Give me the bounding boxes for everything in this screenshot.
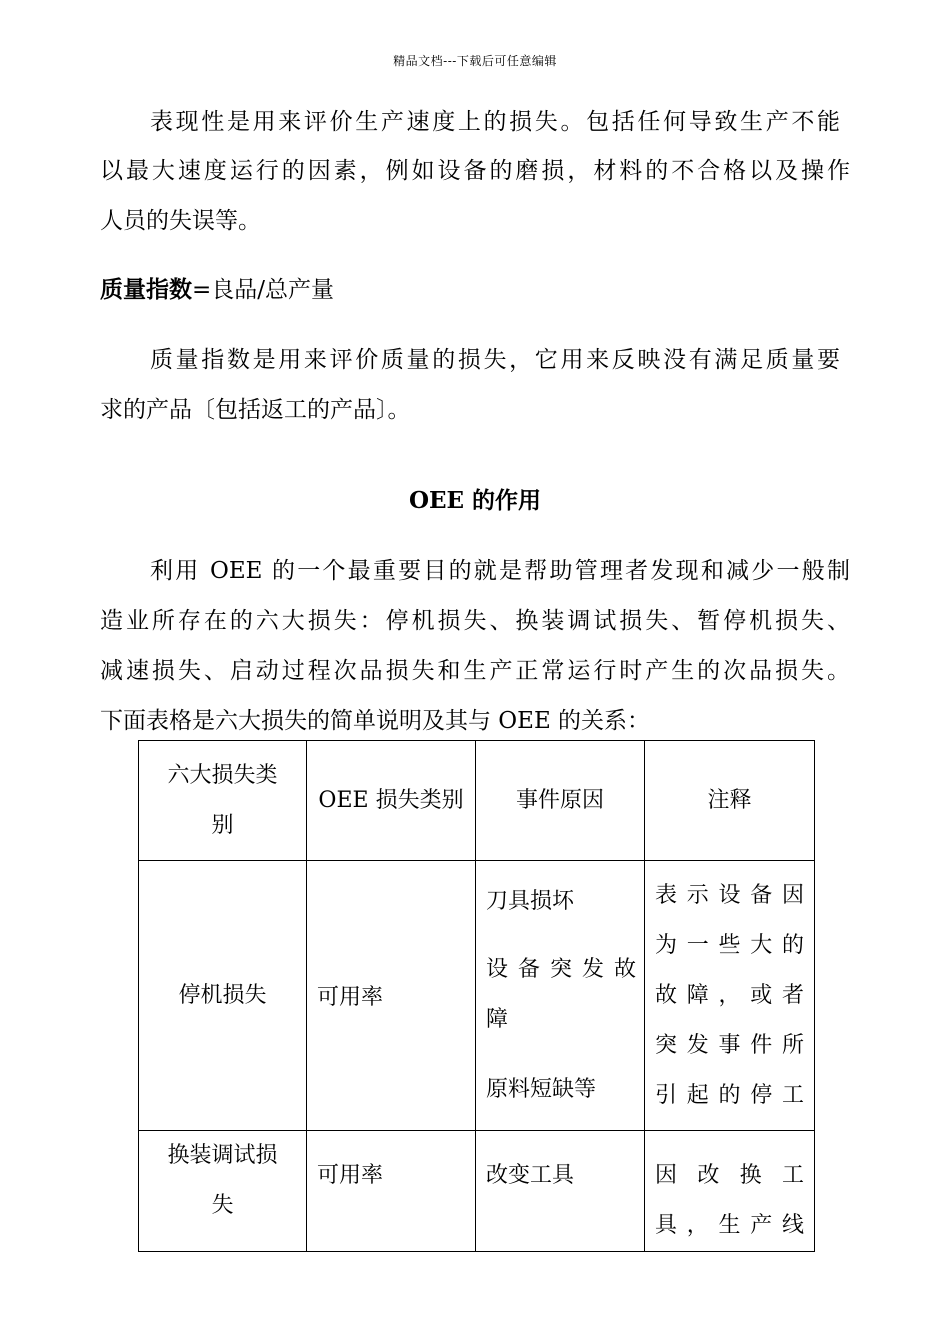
para1-line3: 人员的失误等。: [100, 208, 261, 234]
row1-note-line2: 为一些大的: [655, 932, 804, 958]
page-header: 精品文档---下载后可任意编辑: [393, 54, 557, 68]
para1-line1: 表现性是用来评价生产速度上的损失。包括任何导致生产不能: [150, 109, 840, 135]
header-loss-type: [139, 741, 307, 861]
row1-cause-item2: 设备突发故: [486, 956, 636, 982]
header-oee-category: OEE 损失类别: [307, 741, 476, 861]
para2-line2: 求的产品〔包括返工的产品〕。: [100, 397, 411, 423]
row2-note: [645, 1131, 815, 1252]
row2-loss-line2: 失: [211, 1193, 234, 1218]
para3-line3: 减速损失、启动过程次品损失和生产正常运行时产生的次品损失。: [100, 658, 850, 684]
row2-loss: [139, 1131, 307, 1252]
row1-note-line3: 故障，或者: [655, 982, 804, 1008]
header-loss-type-line1: 六大损失类: [167, 762, 278, 788]
table-row: [139, 1131, 815, 1252]
row2-note-line2: 具，生产线: [655, 1213, 804, 1238]
para3-line4: 下面表格是六大损失的简单说明及其与 OEE 的关系：: [100, 708, 651, 734]
para1-line2: 以最大速度运行的因素，例如设备的磨损，材料的不合格以及操作: [100, 158, 850, 184]
para3-line2: 造业所存在的六大损失：停机损失、换装调试损失、暂停机损失、: [100, 608, 850, 634]
row1-loss: 停机损失: [139, 861, 307, 1131]
row1-note: [645, 861, 815, 1131]
row1-cause-item1: 刀具损坏: [486, 888, 575, 914]
row1-note-line4: 突发事件所: [655, 1032, 804, 1058]
quality-index-formula: [100, 271, 334, 304]
row1-note-line1: 表示设备因: [655, 882, 804, 908]
row1-cause-item3: 原料短缺等: [486, 1076, 597, 1102]
header-cause: 事件原因: [476, 741, 645, 861]
six-losses-table: [138, 740, 815, 1252]
row2-cause: 改变工具: [476, 1131, 645, 1252]
row2-note-line1: 因改换工: [655, 1163, 804, 1188]
formula-term: 质量指数: [100, 276, 192, 303]
row1-category: 可用率: [307, 861, 476, 1131]
para2-line1: 质量指数是用来评价质量的损失，它用来反映没有满足质量要: [150, 347, 840, 373]
header-note: 注释: [645, 741, 815, 861]
row1-cause: [476, 861, 645, 1131]
header-loss-type-line2: 别: [211, 812, 234, 838]
row2-loss-line1: 换装调试损: [167, 1143, 278, 1168]
row1-note-line5: 引起的停工: [655, 1082, 804, 1108]
row1-cause-item2-cont: 障: [486, 1006, 509, 1032]
section-title: OEE 的作用: [408, 487, 542, 514]
para3-line1: 利用 OEE 的一个最重要目的就是帮助管理者发现和减少一般制: [150, 558, 850, 584]
row2-category: 可用率: [307, 1131, 476, 1252]
formula-expression: =良品/总产量: [192, 277, 335, 303]
table-row: [139, 861, 815, 1131]
table-header-row: [139, 741, 815, 861]
